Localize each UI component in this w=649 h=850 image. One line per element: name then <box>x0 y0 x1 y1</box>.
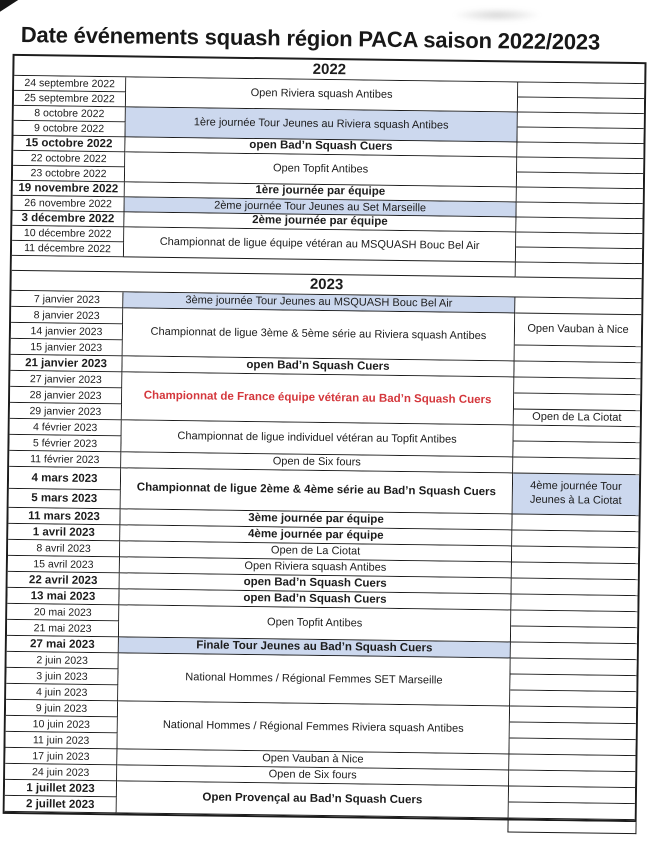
side-empty-cell <box>515 345 641 363</box>
event-cell: Championnat de France équipe vétéran au Bad’n Squash Cuers <box>122 372 515 425</box>
date-cell: 25 septembre 2022 <box>14 91 126 107</box>
side-empty-cell <box>516 247 642 264</box>
side-empty-cell <box>514 425 640 443</box>
date-cell: 19 novembre 2022 <box>13 181 125 197</box>
side-empty-cell <box>516 262 642 279</box>
side-empty-cell <box>510 690 636 708</box>
year-band-2022: 2022 <box>14 56 644 84</box>
side-empty-cell <box>517 128 643 145</box>
event-cell: Championnat de ligue 3ème & 5ème série au Riviera squash Antibes <box>123 308 516 361</box>
date-cell: 4 juin 2023 <box>6 684 118 701</box>
event-cell: Open de Six fours <box>121 452 513 473</box>
side-empty-cell <box>518 98 644 115</box>
event-cell: 4ème journée par équipe <box>120 525 512 546</box>
date-cell: 22 octobre 2022 <box>13 151 125 167</box>
side-empty-cell <box>517 158 643 175</box>
event-cell: 2ème journée par équipe <box>124 212 516 232</box>
side-empty-cell <box>514 377 640 395</box>
event-cell: Championnat de ligue équipe vétéran au MSQUASH Bouc Bel Air <box>124 227 516 262</box>
side-empty-cell <box>513 441 639 459</box>
event-cell: Open Riviera squash Antibes <box>126 77 518 112</box>
side-empty-cell <box>509 802 635 820</box>
event-cell: Finale Tour Jeunes au Bad’n Squash Cuers <box>119 637 511 658</box>
event-cell: Open Topfit Antibes <box>125 152 517 187</box>
event-cell: Championnat de ligue 2ème & 4ème série au Bad’n Squash Cuers <box>121 468 514 514</box>
side-empty-cell <box>510 722 636 740</box>
scan-corner-artifact <box>0 0 25 14</box>
date-cell: 2 juin 2023 <box>7 652 119 669</box>
side-empty-cell <box>510 706 636 724</box>
date-cell: 5 mars 2023 <box>9 489 121 509</box>
date-cell: 4 février 2023 <box>10 419 122 436</box>
season-grid-2023 <box>5 291 642 820</box>
side-empty-cell <box>514 361 640 379</box>
date-cell: 7 janvier 2023 <box>11 291 123 308</box>
side-event-cell: Open Vauban à Nice <box>515 313 641 347</box>
side-empty-cell <box>509 786 635 804</box>
date-cell: 2 juillet 2023 <box>5 796 117 813</box>
side-empty-cell <box>516 218 642 235</box>
event-cell: Open de Six fours <box>117 765 509 786</box>
side-empty-cell <box>511 610 637 628</box>
side-empty-cell <box>511 642 637 660</box>
side-empty-cell <box>510 674 636 692</box>
date-cell: 27 mai 2023 <box>7 636 119 653</box>
event-cell: National Hommes / Régional Femmes SET Marseille <box>118 653 511 706</box>
side-empty-cell <box>518 113 644 130</box>
side-empty-cell <box>517 173 643 190</box>
date-cell: 17 juin 2023 <box>5 748 117 765</box>
date-cell: 3 juin 2023 <box>6 668 118 685</box>
year-band-2023: 2023 <box>11 271 641 299</box>
date-cell: 14 janvier 2023 <box>11 323 123 340</box>
event-cell: open Bad’n Squash Cuers <box>120 573 512 594</box>
document-sheet <box>2 22 646 834</box>
date-cell: 15 avril 2023 <box>8 556 120 573</box>
date-cell: 22 avril 2023 <box>8 572 120 589</box>
side-empty-cell <box>514 393 640 411</box>
date-cell: 11 mars 2023 <box>8 508 120 525</box>
side-empty-cell <box>512 562 638 580</box>
event-cell: 3ème journée par équipe <box>120 509 512 530</box>
date-cell: 27 janvier 2023 <box>10 371 122 388</box>
date-cell: 28 janvier 2023 <box>10 387 122 404</box>
side-empty-cell <box>512 546 638 564</box>
events-table <box>3 54 647 822</box>
side-empty-cell <box>516 233 642 250</box>
event-cell: Open Topfit Antibes <box>119 605 511 642</box>
side-empty-cell <box>516 203 642 220</box>
event-cell: National Hommes / Régional Femmes Riviera squash Antibes <box>117 701 510 754</box>
date-cell: 15 octobre 2022 <box>13 136 125 152</box>
side-empty-cell <box>512 514 638 532</box>
date-cell: 8 janvier 2023 <box>11 307 123 324</box>
date-cell: 11 décembre 2022 <box>12 241 124 257</box>
event-cell: Open Vauban à Nice <box>117 749 509 770</box>
side-event-cell: 4ème journée Tour Jeunes à La Ciotat <box>513 473 640 516</box>
side-empty-cell <box>517 143 643 160</box>
date-cell: 23 octobre 2022 <box>13 166 125 182</box>
event-cell: Open Provençal au Bad’n Squash Cuers <box>117 781 509 818</box>
side-empty-cell <box>509 770 635 788</box>
event-cell: open Bad’n Squash Cuers <box>122 356 514 377</box>
date-cell: 4 mars 2023 <box>9 467 121 490</box>
date-cell: 8 octobre 2022 <box>14 106 126 122</box>
side-empty-cell <box>509 754 635 772</box>
page-title: Date événements squash région PACA saison 2022/2023 <box>20 22 601 55</box>
date-cell: 11 février 2023 <box>9 451 121 468</box>
date-cell: 26 novembre 2022 <box>13 196 125 212</box>
date-cell: 9 octobre 2022 <box>14 121 126 137</box>
date-cell: 10 juin 2023 <box>6 716 118 733</box>
event-cell: 1ère journée par équipe <box>125 182 517 202</box>
date-cell: 21 janvier 2023 <box>10 355 122 372</box>
side-empty-cell <box>518 83 644 100</box>
date-cell: 1 juillet 2023 <box>5 780 117 797</box>
side-empty-cell <box>512 578 638 596</box>
date-cell: 9 juin 2023 <box>6 700 118 717</box>
side-empty-cell <box>512 530 638 548</box>
date-cell: 21 mai 2023 <box>7 620 119 637</box>
date-cell: 5 février 2023 <box>9 435 121 452</box>
event-cell: 1ère journée Tour Jeunes au Riviera squash Antibes <box>125 107 517 142</box>
side-column-stub-cell <box>507 820 636 834</box>
date-cell: 10 décembre 2022 <box>12 226 124 242</box>
event-cell: open Bad’n Squash Cuers <box>119 589 511 610</box>
event-cell: open Bad’n Squash Cuers <box>125 137 517 157</box>
date-cell: 11 juin 2023 <box>5 732 117 749</box>
date-cell: 13 mai 2023 <box>7 588 119 605</box>
side-empty-cell <box>515 297 641 315</box>
date-cell: 24 juin 2023 <box>5 764 117 781</box>
event-cell: 3ème journée Tour Jeunes au MSQUASH Bouc Bel Air <box>123 292 515 313</box>
date-cell: 20 mai 2023 <box>7 604 119 621</box>
side-empty-cell <box>511 658 637 676</box>
scan-smudge <box>452 8 542 22</box>
side-empty-cell <box>511 594 637 612</box>
side-event-cell: Open de La Ciotat <box>514 409 640 427</box>
date-cell: 1 avril 2023 <box>8 524 120 541</box>
event-cell: Open Riviera squash Antibes <box>120 557 512 578</box>
date-cell: 15 janvier 2023 <box>11 339 123 356</box>
side-empty-cell <box>517 188 643 205</box>
event-cell: Championnat de ligue individuel vétéran au Topfit Antibes <box>121 420 513 457</box>
event-cell: Open de La Ciotat <box>120 541 512 562</box>
date-cell: 3 décembre 2022 <box>12 211 124 227</box>
season-grid-2022 <box>12 76 644 279</box>
date-cell: 8 avril 2023 <box>8 540 120 557</box>
side-empty-cell <box>511 626 637 644</box>
event-cell: 2ème journée Tour Jeunes au Set Marseille <box>125 197 517 217</box>
date-cell: 29 janvier 2023 <box>10 403 122 420</box>
side-empty-cell <box>513 457 639 475</box>
date-cell: 24 septembre 2022 <box>14 76 126 92</box>
side-empty-cell <box>509 738 635 756</box>
